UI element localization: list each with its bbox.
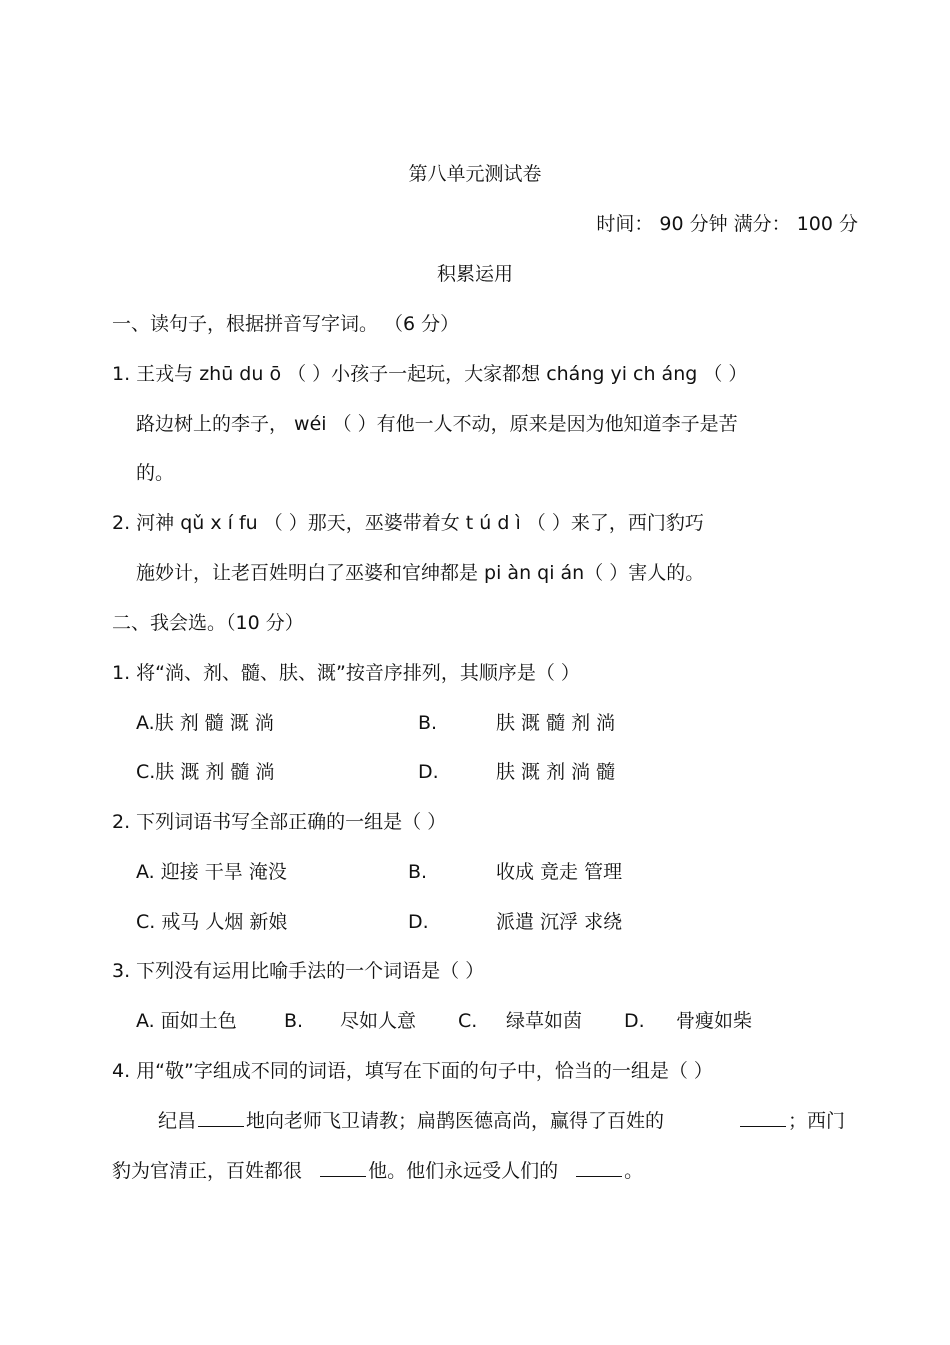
q2-1-option-b-label: B. [418, 712, 438, 734]
q2-4-passage-line-2 [112, 1158, 643, 1184]
q1-1-line-2: 路边树上的李子， wéi （ ）有他一人不动，原来是因为他知道李子是苦 [136, 413, 738, 435]
q1-2-line-1: 2. 河神 qǔ x í fu （ ）那天，巫婆带着女 t ú d ì （ ）来了，西门豹巧 [112, 512, 704, 534]
q2-4-question: 4. 用“敬”字组成不同的词语，填写在下面的句子中，恰当的一组是（ ） [112, 1060, 713, 1082]
q2-4-passage-line-1-end [738, 1108, 845, 1134]
q2-1-option-c: C.肤 溉 剂 髓 淌 [136, 761, 275, 783]
q1-2-line-2: 施妙计，让老百姓明白了巫婆和官绅都是 pi àn qi án（ ）害人的。 [136, 562, 705, 584]
passage-text: 。 [624, 1160, 644, 1182]
q2-4-passage-line-1 [158, 1108, 664, 1134]
q1-heading: 一、读句子，根据拼音写字词。 （6 分） [112, 313, 460, 335]
q2-3-option-a: A. 面如土色 [136, 1010, 237, 1032]
passage-text: 地向老师飞卫请教；扁鹊医德高尚，赢得了百姓的 [246, 1110, 665, 1132]
q2-1-option-d-label: D. [418, 761, 439, 783]
fill-blank [740, 1125, 786, 1127]
q2-3-option-d-label: D. [624, 1010, 645, 1032]
q2-1-option-d: 肤 溉 剂 淌 髓 [496, 761, 616, 783]
q2-1-option-b: 肤 溉 髓 剂 淌 [496, 712, 616, 734]
exam-meta: 时间： 90 分钟 满分： 100 分 [596, 213, 858, 235]
q2-3-question: 3. 下列没有运用比喻手法的一个词语是（ ） [112, 960, 485, 982]
q2-2-option-c: C. 戒马 人烟 新娘 [136, 911, 288, 933]
q2-2-option-d-label: D. [408, 911, 429, 933]
page-title: 第八单元测试卷 [408, 163, 542, 185]
fill-blank [576, 1175, 622, 1177]
q2-3-option-c-label: C. [458, 1010, 478, 1032]
q2-heading: 二、我会选。（10 分） [112, 612, 304, 634]
passage-text: 豹为官清正，百姓都很 [112, 1160, 303, 1182]
q1-1-line-3: 的。 [136, 462, 175, 484]
passage-text: 纪昌 [158, 1110, 197, 1132]
fill-blank [320, 1175, 366, 1177]
q2-1-question: 1. 将“淌、剂、髓、肤、溉”按音序排列，其顺序是（ ） [112, 662, 580, 684]
q2-3-option-c: 绿草如茵 [506, 1010, 583, 1032]
q2-2-question: 2. 下列词语书写全部正确的一组是（ ） [112, 811, 447, 833]
q2-2-option-a: A. 迎接 干旱 淹没 [136, 861, 287, 883]
passage-text: ；西门 [788, 1110, 846, 1132]
q2-3-option-b: 尽如人意 [340, 1010, 417, 1032]
q2-3-option-b-label: B. [284, 1010, 304, 1032]
section-heading: 积累运用 [436, 263, 513, 285]
q2-3-option-d: 骨瘦如柴 [676, 1010, 753, 1032]
q2-2-option-d: 派遣 沉浮 求绕 [496, 911, 623, 933]
q2-1-option-a: A.肤 剂 髓 溉 淌 [136, 712, 274, 734]
q2-2-option-b-label: B. [408, 861, 428, 883]
q2-2-option-b: 收成 竟走 管理 [496, 861, 623, 883]
passage-text: 他。他们永远受人们的 [368, 1160, 559, 1182]
q1-1-line-1: 1. 王戎与 zhū du ō （ ）小孩子一起玩，大家都想 cháng yi ch áng （ ） [112, 363, 748, 385]
fill-blank [198, 1125, 244, 1127]
